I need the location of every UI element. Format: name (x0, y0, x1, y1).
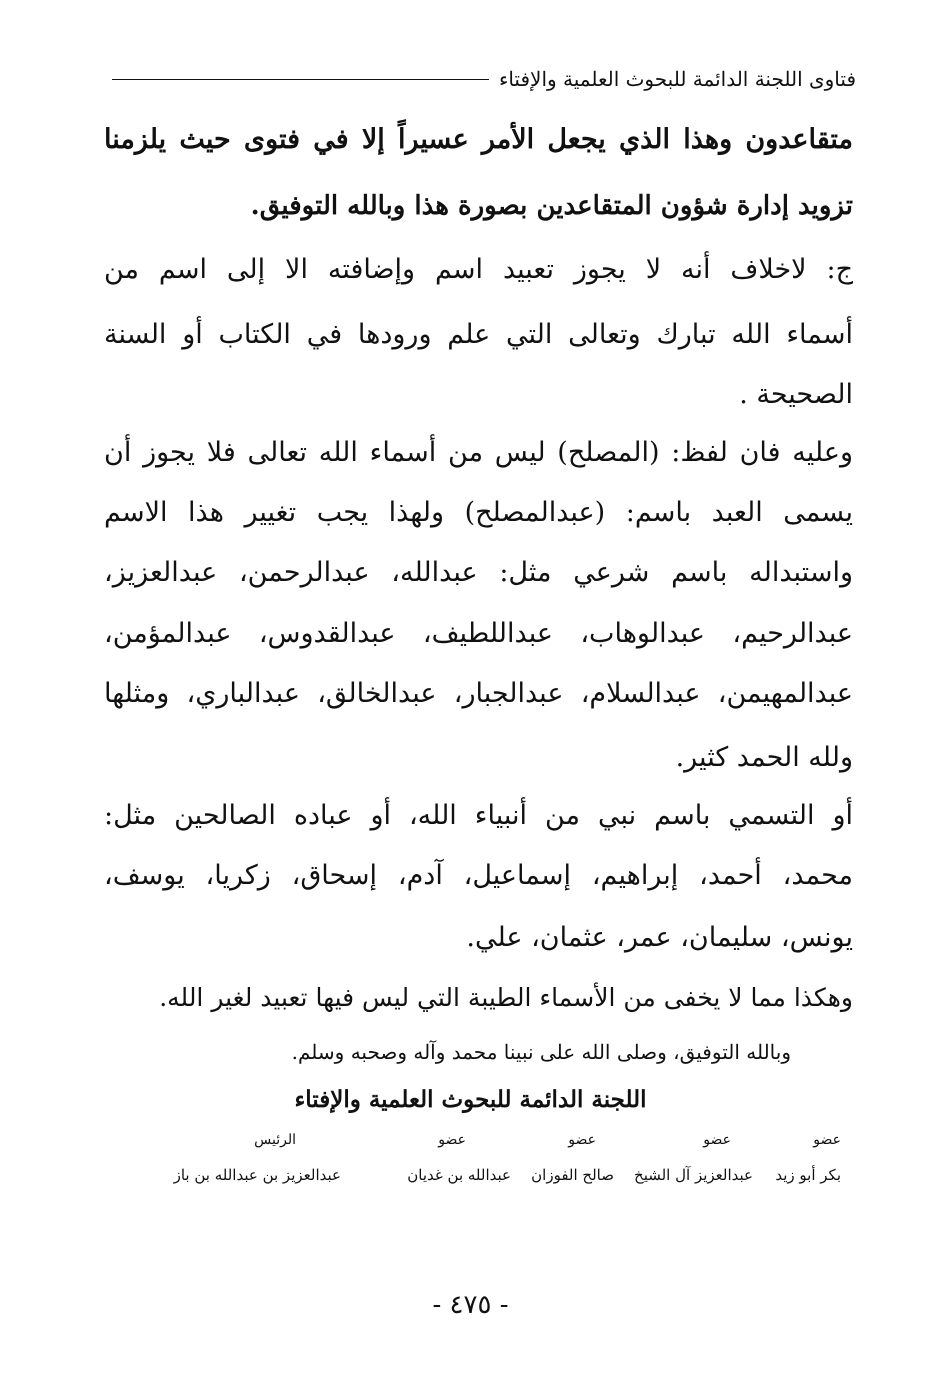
member-name: بكر أبو زيد (775, 1166, 841, 1184)
running-header (112, 60, 856, 98)
text-line: أسماء الله تبارك وتعالى التي علم ورودها في الكتاب أو السنة (104, 319, 853, 350)
text-line: أو التسمي باسم نبي من أنبياء الله، أو عباده الصالحين مثل: (104, 800, 853, 831)
text-line: يسمى العبد باسم: (عبدالمصلح) ولهذا يجب تغيير هذا الاسم (104, 497, 853, 528)
text-line: محمد، أحمد، إبراهيم، إسماعيل، آدم، إسحاق، زكريا، يوسف، (104, 860, 853, 891)
text-line: ج: لاخلاف أنه لا يجوز تعبيد اسم وإضافته الا إلى اسم من (104, 254, 853, 285)
header-title: فتاوى اللجنة الدائمة للبحوث العلمية والإفتاء (498, 67, 856, 91)
header-rule (112, 79, 489, 80)
member-role: عضو (438, 1132, 466, 1148)
member-role: عضو (568, 1132, 596, 1148)
text-line: الصحيحة . (739, 379, 853, 410)
text-line: عبدالمهيمن، عبدالسلام، عبدالجبار، عبدالخالق، عبدالباري، ومثلها (104, 678, 853, 709)
member-name: عبدالعزيز آل الشيخ (634, 1166, 753, 1184)
member-role: الرئيس (254, 1132, 296, 1148)
text-line: واستبداله باسم شرعي مثل: عبدالله، عبدالرحمن، عبدالعزيز، (104, 557, 853, 588)
text-line: وهكذا مما لا يخفى من الأسماء الطيبة التي ليس فيها تعبيد لغير الله. (159, 983, 853, 1012)
member-name: عبدالله بن غديان (407, 1166, 511, 1184)
member-role: عضو (703, 1132, 731, 1148)
text-line: وعليه فان لفظ: (المصلح) ليس من أسماء الله تعالى فلا يجوز أن (104, 437, 853, 468)
member-role: عضو (813, 1132, 841, 1148)
text-line: يونس، سليمان، عمر، عثمان، علي. (466, 922, 853, 953)
page-number: - ٤٧٥ - (432, 1290, 509, 1320)
text-line: تزويد إدارة شؤون المتقاعدين بصورة هذا وبالله التوفيق. (250, 191, 853, 221)
committee-title: اللجنة الدائمة للبحوث العلمية والإفتاء (294, 1086, 647, 1113)
member-name: صالح الفوزان (531, 1166, 614, 1184)
member-name: عبدالعزيز بن عبدالله بن باز (173, 1166, 341, 1184)
text-line: ولله الحمد كثير. (675, 742, 853, 773)
closing-line: وبالله التوفيق، وصلى الله على نبينا محمد وآله وصحبه وسلم. (291, 1040, 791, 1064)
text-line: متقاعدون وهذا الذي يجعل الأمر عسيراً إلا في فتوى حيث يلزمنا (104, 124, 853, 155)
committee-roles (141, 1132, 841, 1156)
text-line: عبدالرحيم، عبدالوهاب، عبداللطيف، عبدالقدوس، عبدالمؤمن، (104, 618, 853, 649)
committee-names (121, 1166, 841, 1192)
